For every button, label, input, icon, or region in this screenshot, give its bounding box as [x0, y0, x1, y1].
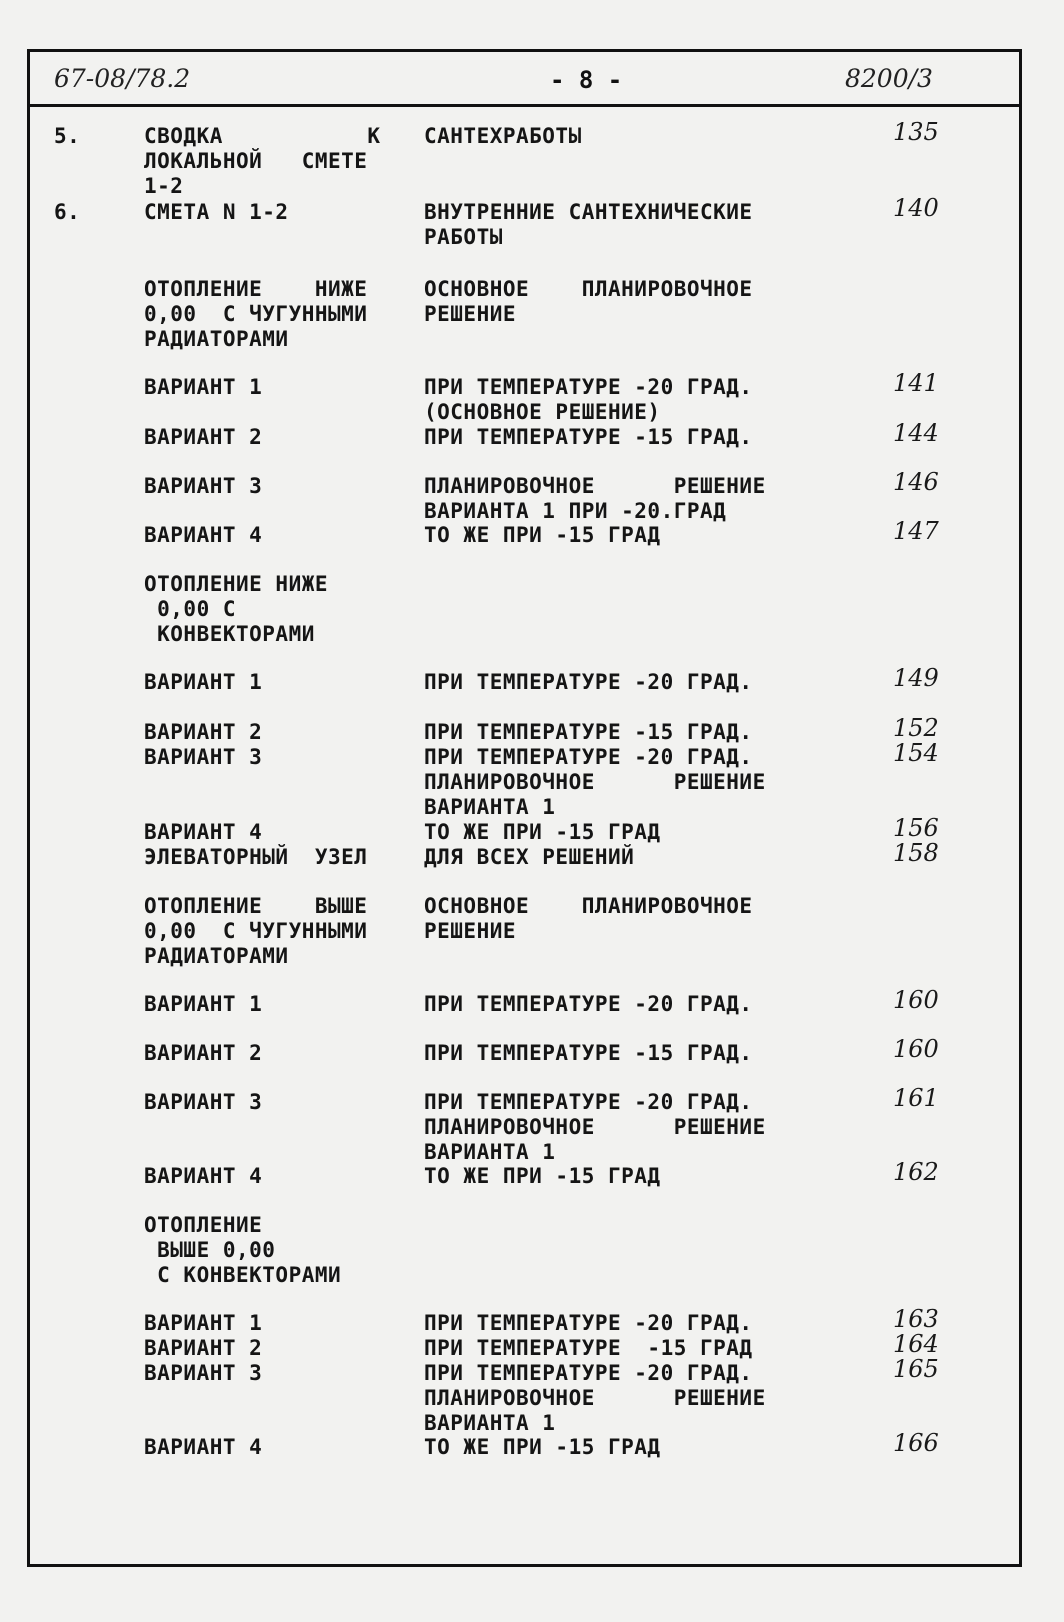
item-page-number: 135 [893, 118, 939, 146]
item-description-line: ПРИ ТЕМПЕРАТУРЕ -20 ГРАД. [424, 1361, 753, 1385]
item-description-line: САНТЕХРАБОТЫ [424, 124, 582, 148]
item-description-line: ПРИ ТЕМПЕРАТУРЕ -15 ГРАД. [424, 1041, 753, 1065]
item-title-line: ОТОПЛЕНИЕ ВЫШЕ [144, 894, 368, 918]
item-description-line: ПРИ ТЕМПЕРАТУРЕ -20 ГРАД. [424, 1090, 753, 1114]
item-page-number: 161 [893, 1084, 939, 1112]
item-description-line: ДЛЯ ВСЕХ РЕШЕНИЙ [424, 845, 635, 869]
item-page-number: 156 [893, 814, 939, 842]
item-description-line: РЕШЕНИЕ [424, 302, 517, 326]
item-title-line: 0,00 С [144, 597, 237, 621]
item-description-line: ПРИ ТЕМПЕРАТУРЕ -15 ГРАД. [424, 720, 753, 744]
document-code: 67-08/78.2 [54, 64, 191, 93]
item-page-number: 166 [893, 1429, 939, 1457]
item-title-line: С КОНВЕКТОРАМИ [144, 1263, 342, 1287]
item-page-number: 160 [893, 986, 939, 1014]
item-title-line: 0,00 С ЧУГУННЫМИ [144, 302, 368, 326]
archive-number: 8200/3 [845, 64, 933, 93]
item-title-line: ВАРИАНТ 2 [144, 1041, 263, 1065]
item-description-line: ВАРИАНТА 1 [424, 1140, 556, 1164]
item-description-line: ТО ЖЕ ПРИ -15 ГРАД [424, 1435, 661, 1459]
item-title-line: ВАРИАНТ 3 [144, 745, 263, 769]
item-page-number: 144 [893, 419, 939, 447]
item-title-line: ВАРИАНТ 2 [144, 1336, 263, 1360]
item-description-line: ВНУТРЕННИЕ САНТЕХНИЧЕСКИЕ [424, 200, 753, 224]
item-title-line: ОТОПЛЕНИЕ НИЖЕ [144, 277, 368, 301]
page-number: - 8 - [550, 66, 623, 94]
item-page-number: 146 [893, 468, 939, 496]
item-description-line: ТО ЖЕ ПРИ -15 ГРАД [424, 820, 661, 844]
item-title-line: 1-2 [144, 174, 184, 198]
item-title-line: ВАРИАНТ 1 [144, 1311, 263, 1335]
item-description-line: ПРИ ТЕМПЕРАТУРЕ -20 ГРАД. [424, 745, 753, 769]
item-title-line: ВАРИАНТ 1 [144, 375, 263, 399]
item-title-line: ОТОПЛЕНИЕ [144, 1213, 263, 1237]
item-title-line: 0,00 С ЧУГУННЫМИ [144, 919, 368, 943]
item-description-line: ПЛАНИРОВОЧНОЕ РЕШЕНИЕ [424, 474, 766, 498]
item-description-line: (ОСНОВНОЕ РЕШЕНИЕ) [424, 400, 661, 424]
item-title-line: ВАРИАНТ 4 [144, 1164, 263, 1188]
item-page-number: 163 [893, 1305, 939, 1333]
item-description-line: ВАРИАНТА 1 [424, 795, 556, 819]
item-page-number: 165 [893, 1355, 939, 1383]
item-page-number: 162 [893, 1158, 939, 1186]
item-number: 5. [54, 124, 81, 148]
item-page-number: 141 [893, 369, 939, 397]
item-title-line: ВАРИАНТ 3 [144, 474, 263, 498]
item-description-line: ВАРИАНТА 1 [424, 1411, 556, 1435]
item-title-line: ВАРИАНТ 4 [144, 1435, 263, 1459]
item-title-line: ВАРИАНТ 1 [144, 992, 263, 1016]
item-description-line: ПЛАНИРОВОЧНОЕ РЕШЕНИЕ [424, 1115, 766, 1139]
item-page-number: 164 [893, 1330, 939, 1358]
item-title-line: ЛОКАЛЬНОЙ СМЕТЕ [144, 149, 368, 173]
header-bar [30, 52, 1019, 107]
item-title-line: ВАРИАНТ 3 [144, 1090, 263, 1114]
item-description-line: РАБОТЫ [424, 225, 503, 249]
item-page-number: 154 [893, 739, 939, 767]
item-page-number: 147 [893, 517, 939, 545]
item-page-number: 152 [893, 714, 939, 742]
item-title-line: ВАРИАНТ 4 [144, 523, 263, 547]
item-description-line: ТО ЖЕ ПРИ -15 ГРАД [424, 523, 661, 547]
item-title-line: СМЕТА N 1-2 [144, 200, 289, 224]
item-page-number: 140 [893, 194, 939, 222]
item-page-number: 158 [893, 839, 939, 867]
item-description-line: ПРИ ТЕМПЕРАТУРЕ -15 ГРАД [424, 1336, 753, 1360]
item-title-line: ОТОПЛЕНИЕ НИЖЕ [144, 572, 329, 596]
item-title-line: ЭЛЕВАТОРНЫЙ УЗЕЛ [144, 845, 368, 869]
item-description-line: ОСНОВНОЕ ПЛАНИРОВОЧНОЕ [424, 277, 753, 301]
item-description-line: ПРИ ТЕМПЕРАТУРЕ -20 ГРАД. [424, 670, 753, 694]
item-page-number: 160 [893, 1035, 939, 1063]
item-description-line: ПРИ ТЕМПЕРАТУРЕ -15 ГРАД. [424, 425, 753, 449]
item-description-line: ПРИ ТЕМПЕРАТУРЕ -20 ГРАД. [424, 375, 753, 399]
item-title-line: ВЫШЕ 0,00 [144, 1238, 276, 1262]
item-title-line: ВАРИАНТ 2 [144, 720, 263, 744]
item-description-line: ПЛАНИРОВОЧНОЕ РЕШЕНИЕ [424, 770, 766, 794]
item-description-line: ОСНОВНОЕ ПЛАНИРОВОЧНОЕ [424, 894, 753, 918]
item-description-line: ТО ЖЕ ПРИ -15 ГРАД [424, 1164, 661, 1188]
item-title-line: ВАРИАНТ 1 [144, 670, 263, 694]
item-page-number: 149 [893, 664, 939, 692]
item-number: 6. [54, 200, 81, 224]
item-title-line: ВАРИАНТ 2 [144, 425, 263, 449]
item-description-line: РЕШЕНИЕ [424, 919, 517, 943]
item-description-line: ПРИ ТЕМПЕРАТУРЕ -20 ГРАД. [424, 1311, 753, 1335]
item-title-line: ВАРИАНТ 3 [144, 1361, 263, 1385]
item-title-line: РАДИАТОРАМИ [144, 327, 289, 351]
item-title-line: КОНВЕКТОРАМИ [144, 622, 315, 646]
item-title-line: РАДИАТОРАМИ [144, 944, 289, 968]
item-description-line: ПЛАНИРОВОЧНОЕ РЕШЕНИЕ [424, 1386, 766, 1410]
item-description-line: ПРИ ТЕМПЕРАТУРЕ -20 ГРАД. [424, 992, 753, 1016]
item-title-line: ВАРИАНТ 4 [144, 820, 263, 844]
item-description-line: ВАРИАНТА 1 ПРИ -20.ГРАД [424, 499, 727, 523]
item-title-line: СВОДКА К [144, 124, 381, 148]
